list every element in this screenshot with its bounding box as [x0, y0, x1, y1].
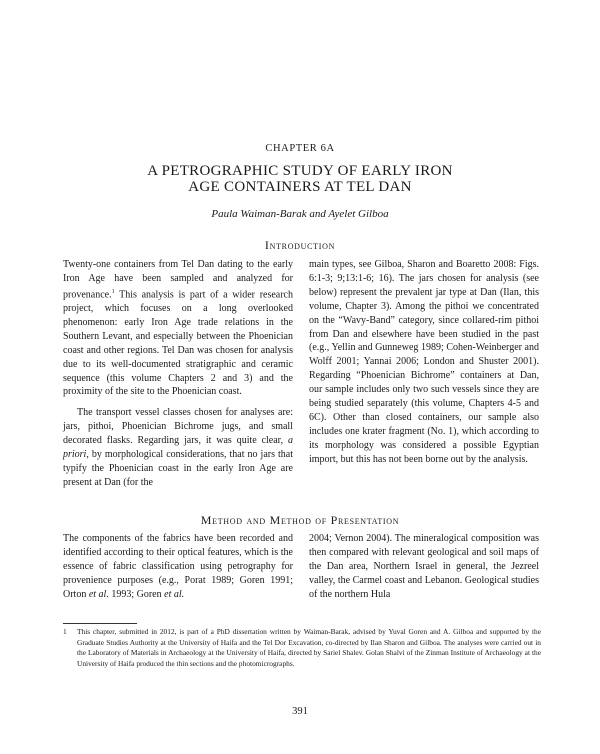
introduction-paragraph-3: main types, see Gilboa, Sharon and Boaretto 2008: Figs. 6:1-3; 9;13:1-6; 16). The jars chosen for analysis (see below) represent the prevalent jar type at Dan (Ilan, this volume, Chapter 3). Among the pithoi we concentrated on the “Wavy-Band” category, since collared-rim pithoi from Dan and elsewhere have been studied in the past (e.g., Yellin and Gunneweg 1989; Cohen-Weinberger and Wolff 2001; Yannai 2006; London and Shuster 2001). Regarding “Phoenician Bichrome” containers at Dan, our sample includes only two such vessels since they are being studied separately (this volume, Chapters 4-5 and 6C). Other than closed containers, our sample also includes one krater fragment (No. 1), which according to its morphology was considered a possible Egyptian import, but this has not been borne out by the analysis. [309, 259, 539, 465]
footnote [63, 627, 541, 669]
chapter-title-line-1: A PETROGRAPHIC STUDY OF EARLY IRON [147, 163, 453, 179]
introduction-paragraph-1: Twenty-one containers from Tel Dan dating to the early Iron Age have been sampled and analyzed for provenance.$^1$ This analysis is part of a wider research project, which focuses on a long overlooked phenomenon: early Iron Age trade relations in the Southern Levant, and especially between the Phoenician coast and other regions. Tel Dan was chosen for analysis due to its well-documented stratigraphic and ceramic sequence (this volume Chapters 2 and 3) and the proximity of the site to the Phoenician coast. [63, 259, 293, 398]
chapter-authors: Paula Waiman-Barak and Ayelet Gilboa [211, 208, 389, 220]
chapter-title-line-2: AGE CONTAINERS AT TEL DAN [188, 179, 412, 195]
introduction-right-column [309, 258, 539, 467]
introduction-left-column [63, 258, 293, 490]
chapter-label: CHAPTER 6A [265, 143, 335, 154]
method-right-column [309, 532, 539, 602]
introduction-paragraph-2: The transport vessel classes chosen for analyses are: jars, pithoi, Phoenician Bichrome jugs, and small decorated flasks. Regarding jars, it was quite clear, a priori, by morphological considerations, that no jars that typify the Phoenician coast in the early Iron Age are present at Dan (for the [63, 407, 293, 488]
chapter-title [0, 163, 600, 195]
method-left-column [63, 532, 293, 602]
footnote-number: 1 [63, 627, 67, 636]
method-paragraph-2: 2004; Vernon 2004). The mineralogical composition was then compared with relevant geological and soil maps of the Dan area, Northern Israel in general, the Jezreel valley, the Carmel coast and Lebanon. Geological studies of the northern Hula [309, 533, 539, 600]
footnote-text: This chapter, submitted in 2012, is part of a PhD dissertation written by Waiman-Barak, advised by Yuval Goren and A. Gilboa and supported by the Graduate Studies Authority at the University of Haifa and the Tel Dor Excavation, co-directed by Ilan Sharon and Gilboa. The analyses were carried out in the Laboratory of Materials in Archaeology at the University of Haifa, directed by Sariel Shalev. Golan Shalvi of the Zinman Institute of Archaeology at the University of Haifa produced the thin sections and the photomicrographs. [77, 627, 541, 668]
footnote-divider [63, 623, 137, 624]
method-heading: Method and Method of Presentation [200, 513, 400, 527]
method-paragraph-1: The components of the fabrics have been recorded and identified according to their optical features, which is the essence of fabric classification using petrography for provenience purposes (e.g., Porat 1989; Goren 1991; Orton et al. 1993; Goren et al. [63, 533, 293, 600]
introduction-heading: Introduction [264, 238, 336, 252]
footnote-marker[interactable]: 1 [111, 288, 115, 295]
page-number: 391 [292, 706, 308, 717]
